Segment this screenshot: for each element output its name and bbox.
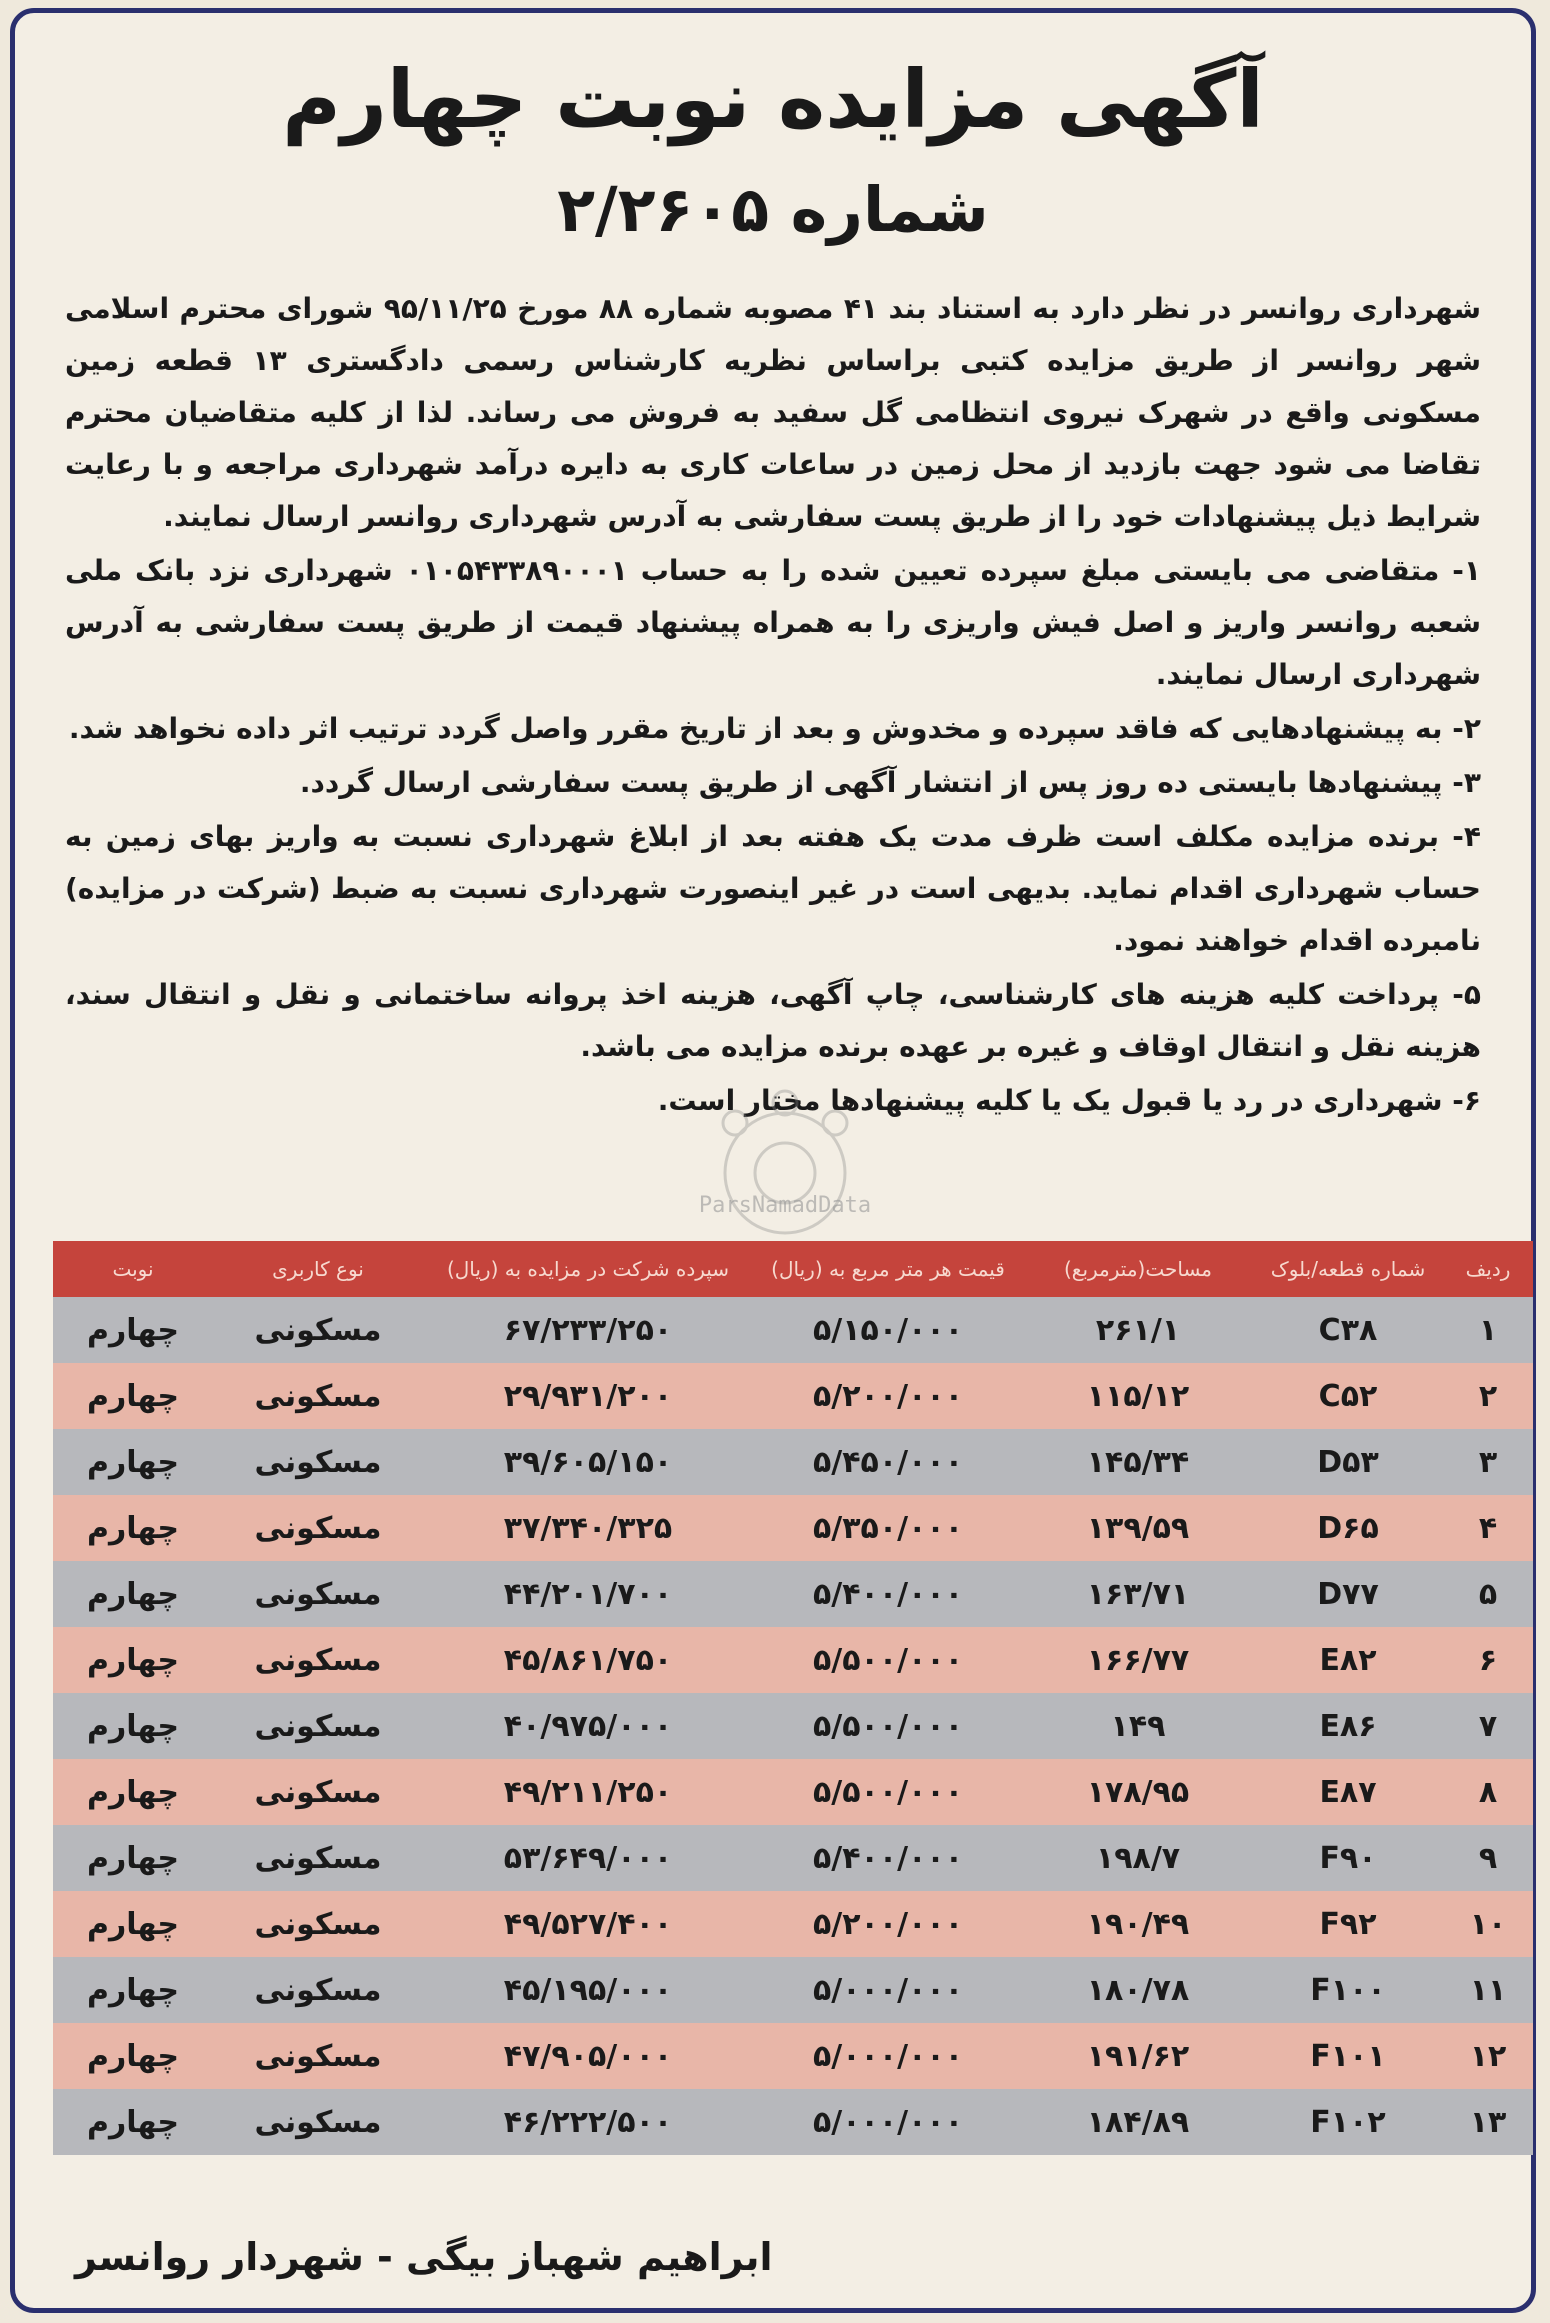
cell-price-per-meter: ۵/۱۵۰/۰۰۰ (812, 1312, 964, 1348)
header-usage: نوع کاربری (272, 1257, 364, 1281)
cell-deposit: ۲۹/۹۳۱/۲۰۰ (503, 1378, 673, 1414)
cell-plot-block: E۸۲ (1319, 1642, 1377, 1678)
cell-row-number: ۲ (1478, 1378, 1498, 1414)
cell-row-number: ۱۲ (1469, 2038, 1507, 2074)
cell-usage: مسکونی (254, 1444, 382, 1480)
table-row (53, 1363, 1533, 1429)
cell-round: چهارم (87, 1510, 179, 1546)
cell-deposit: ۴۵/۸۶۱/۷۵۰ (503, 1642, 673, 1678)
condition-2: ۲- به پیشنهادهایی که فاقد سپرده و مخدوش و بعد از تاریخ مقرر واصل گردد ترتیب اثر داده نخواهد شد. (68, 712, 1481, 745)
cell-deposit: ۵۳/۶۴۹/۰۰۰ (503, 1840, 673, 1876)
cell-usage: مسکونی (254, 1840, 382, 1876)
cell-area: ۱۹۱/۶۲ (1086, 2038, 1190, 2074)
cell-price-per-meter: ۵/۵۰۰/۰۰۰ (812, 1774, 964, 1810)
cell-deposit: ۴۹/۲۱۱/۲۵۰ (503, 1774, 673, 1810)
auction-table (53, 1241, 1533, 2155)
cell-deposit: ۳۹/۶۰۵/۱۵۰ (503, 1444, 673, 1480)
cell-area: ۱۹۰/۴۹ (1086, 1906, 1190, 1942)
cell-row-number: ۵ (1478, 1576, 1498, 1612)
table-row (53, 2089, 1533, 2155)
cell-row-number: ۱۰ (1469, 1906, 1507, 1942)
cell-deposit: ۴۰/۹۷۵/۰۰۰ (503, 1708, 673, 1744)
cell-plot-block: D۷۷ (1317, 1576, 1379, 1612)
cell-row-number: ۱۳ (1469, 2104, 1507, 2140)
cell-usage: مسکونی (254, 1576, 382, 1612)
cell-area: ۱۹۸/۷ (1095, 1840, 1181, 1876)
cell-round: چهارم (87, 1576, 179, 1612)
cell-usage: مسکونی (254, 1774, 382, 1810)
cell-price-per-meter: ۵/۵۰۰/۰۰۰ (812, 1708, 964, 1744)
cell-plot-block: E۸۶ (1319, 1708, 1377, 1744)
cell-plot-block: E۸۷ (1319, 1774, 1377, 1810)
cell-area: ۱۶۶/۷۷ (1086, 1642, 1190, 1678)
notice-page (10, 8, 1536, 2313)
table-row (53, 1957, 1533, 2023)
cell-price-per-meter: ۵/۴۵۰/۰۰۰ (812, 1444, 964, 1480)
cell-deposit: ۴۹/۵۲۷/۴۰۰ (503, 1906, 673, 1942)
table-row (53, 1825, 1533, 1891)
condition-5: ۵- پرداخت کلیه هزینه های کارشناسی، چاپ آگهی، هزینه اخذ پروانه ساختمانی و نقل و انتقال سند، هزینه نقل و انتقال اوقاف و غیره بر عهده برنده مزایده می باشد. (65, 978, 1481, 1063)
cell-price-per-meter: ۵/۴۰۰/۰۰۰ (812, 1840, 964, 1876)
cell-usage: مسکونی (254, 1708, 382, 1744)
condition-6: ۶- شهرداری در رد یا قبول یک یا کلیه پیشنهادها مختار است. (657, 1084, 1481, 1117)
intro-paragraph: شهرداری روانسر در نظر دارد به استناد بند ۴۱ مصوبه شماره ۸۸ مورخ ۹۵/۱۱/۲۵ شورای محترم اسلامی شهر روانسر از طریق مزایده کتبی براساس نظریه کارشناس رسمی دادگستری ۱۳ قطعه زمین مسکونی واقع در شهرک نیروی انتظامی گل سفید به فروش می رساند. لذا از کلیه متقاضیان محترم تقاضا می شود جهت بازدید از محل زمین در ساعات کاری به دایره درآمد شهرداری مراجعه و با رعایت شرایط ذیل پیشنهادات خود را از طریق پست سفارشی به آدرس شهرداری روانسر ارسال نمایند. (65, 292, 1481, 533)
header-deposit: سپرده شرکت در مزایده به (ریال) (446, 1257, 730, 1281)
header-plot-block: شماره قطعه/بلوک (1270, 1257, 1426, 1281)
cell-deposit: ۴۵/۱۹۵/۰۰۰ (503, 1972, 673, 2008)
cell-deposit: ۶۷/۲۳۳/۲۵۰ (503, 1312, 673, 1348)
cell-row-number: ۴ (1478, 1510, 1498, 1546)
cell-row-number: ۹ (1478, 1840, 1498, 1876)
cell-area: ۱۴۹ (1110, 1708, 1166, 1744)
header-price-per-meter: قیمت هر متر مربع به (ریال) (771, 1257, 1005, 1281)
cell-area: ۱۱۵/۱۲ (1086, 1378, 1190, 1414)
cell-round: چهارم (87, 1444, 179, 1480)
notice-title: آگهی مزایده نوبت چهارم (282, 53, 1264, 146)
cell-plot-block: D۵۳ (1317, 1444, 1379, 1480)
cell-usage: مسکونی (254, 1312, 382, 1348)
cell-usage: مسکونی (254, 1642, 382, 1678)
cell-deposit: ۴۷/۹۰۵/۰۰۰ (503, 2038, 673, 2074)
cell-row-number: ۱۱ (1469, 1972, 1507, 2008)
notice-body (65, 283, 1481, 1129)
cell-usage: مسکونی (254, 2038, 382, 2074)
cell-price-per-meter: ۵/۴۰۰/۰۰۰ (812, 1576, 964, 1612)
cell-plot-block: F۱۰۲ (1310, 2104, 1386, 2140)
cell-plot-block: C۵۲ (1318, 1378, 1378, 1414)
cell-price-per-meter: ۵/۳۵۰/۰۰۰ (812, 1510, 964, 1546)
header-area: مساحت(مترمربع) (1064, 1257, 1212, 1281)
condition-1: ۱- متقاضی می بایستی مبلغ سپرده تعیین شده را به حساب ۰۱۰۵۴۳۳۸۹۰۰۰۱ شهرداری نزد بانک ملی شعبه روانسر واریز و اصل فیش واریزی را به همراه پیشنهاد قیمت از طریق پست سفارشی به آدرس شهرداری ارسال نمایند. (65, 554, 1481, 691)
cell-area: ۱۴۵/۳۴ (1086, 1444, 1190, 1480)
cell-area: ۱۶۳/۷۱ (1086, 1576, 1190, 1612)
table-row (53, 1693, 1533, 1759)
cell-round: چهارم (87, 1906, 179, 1942)
header-round: نوبت (112, 1257, 154, 1281)
cell-usage: مسکونی (254, 1906, 382, 1942)
cell-row-number: ۱ (1478, 1312, 1498, 1348)
cell-deposit: ۴۴/۲۰۱/۷۰۰ (503, 1576, 673, 1612)
cell-round: چهارم (87, 1972, 179, 2008)
cell-row-number: ۳ (1478, 1444, 1498, 1480)
table-row (53, 2023, 1533, 2089)
table-row (53, 1495, 1533, 1561)
cell-area: ۱۸۴/۸۹ (1086, 2104, 1190, 2140)
notice-number: شماره ۲/۲۶۰۵ (557, 173, 989, 246)
cell-round: چهارم (87, 2104, 179, 2140)
cell-round: چهارم (87, 1312, 179, 1348)
cell-usage: مسکونی (254, 2104, 382, 2140)
watermark-text: ParsNamadData (698, 1193, 872, 1218)
cell-deposit: ۳۷/۳۴۰/۳۲۵ (503, 1510, 673, 1546)
cell-price-per-meter: ۵/۰۰۰/۰۰۰ (812, 2104, 964, 2140)
cell-plot-block: F۱۰۰ (1310, 1972, 1386, 2008)
cell-plot-block: F۱۰۱ (1310, 2038, 1386, 2074)
table-row (53, 1297, 1533, 1363)
table-header-row (53, 1241, 1533, 1297)
cell-price-per-meter: ۵/۲۰۰/۰۰۰ (812, 1378, 964, 1414)
table-row (53, 1429, 1533, 1495)
cell-row-number: ۶ (1478, 1642, 1498, 1678)
condition-3: ۳- پیشنهادها بایستی ده روز پس از انتشار آگهی از طریق پست سفارشی ارسال گردد. (299, 766, 1481, 799)
cell-area: ۱۷۸/۹۵ (1086, 1774, 1190, 1810)
table-row (53, 1891, 1533, 1957)
cell-plot-block: D۶۵ (1317, 1510, 1379, 1546)
cell-price-per-meter: ۵/۰۰۰/۰۰۰ (812, 2038, 964, 2074)
cell-row-number: ۷ (1478, 1708, 1498, 1744)
cell-plot-block: F۹۰ (1319, 1840, 1377, 1876)
cell-round: چهارم (87, 2038, 179, 2074)
cell-price-per-meter: ۵/۵۰۰/۰۰۰ (812, 1642, 964, 1678)
cell-usage: مسکونی (254, 1972, 382, 2008)
cell-round: چهارم (87, 1774, 179, 1810)
cell-area: ۲۶۱/۱ (1095, 1312, 1181, 1348)
cell-round: چهارم (87, 1840, 179, 1876)
cell-round: چهارم (87, 1642, 179, 1678)
cell-usage: مسکونی (254, 1510, 382, 1546)
table-row (53, 1561, 1533, 1627)
table-row (53, 1759, 1533, 1825)
cell-plot-block: C۳۸ (1318, 1312, 1378, 1348)
cell-area: ۱۸۰/۷۸ (1086, 1972, 1190, 2008)
cell-usage: مسکونی (254, 1378, 382, 1414)
table-body (53, 1297, 1533, 2155)
table-row (53, 1627, 1533, 1693)
cell-price-per-meter: ۵/۰۰۰/۰۰۰ (812, 1972, 964, 2008)
header-row-number: ردیف (1465, 1257, 1511, 1281)
cell-price-per-meter: ۵/۲۰۰/۰۰۰ (812, 1906, 964, 1942)
signature: ابراهیم شهباز بیگی - شهردار روانسر (75, 2235, 773, 2279)
cell-row-number: ۸ (1478, 1774, 1498, 1810)
cell-area: ۱۳۹/۵۹ (1086, 1510, 1190, 1546)
cell-round: چهارم (87, 1378, 179, 1414)
condition-4: ۴- برنده مزایده مکلف است ظرف مدت یک هفته بعد از ابلاغ شهرداری نسبت به واریز بهای زمین به حساب شهرداری اقدام نماید. بدیهی است در غیر اینصورت شهرداری نسبت به ضبط (شرکت در مزایده) نامبرده اقدام خواهند نمود. (65, 820, 1481, 957)
cell-plot-block: F۹۲ (1319, 1906, 1377, 1942)
cell-deposit: ۴۶/۲۲۲/۵۰۰ (503, 2104, 673, 2140)
cell-round: چهارم (87, 1708, 179, 1744)
